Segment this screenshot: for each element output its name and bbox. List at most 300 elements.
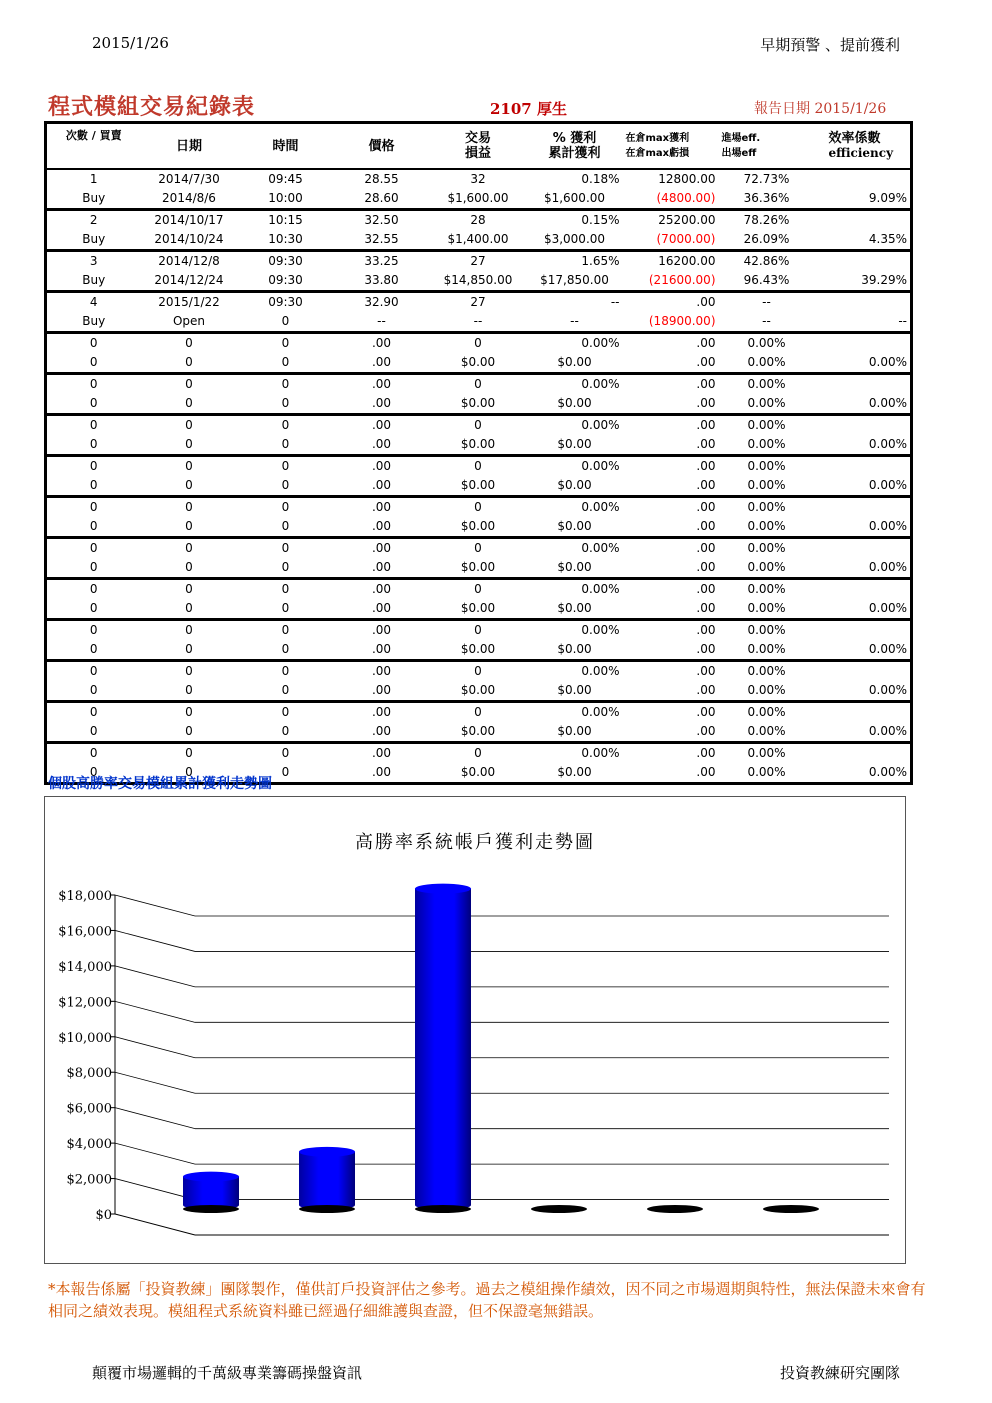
trade-side: Buy xyxy=(46,312,141,333)
entry-efficiency: 0.00% xyxy=(747,418,786,432)
max-open-loss: .00 xyxy=(623,558,719,579)
max-open-loss: .00 xyxy=(623,476,719,497)
entry-date: 0 xyxy=(185,664,193,678)
efficiency: 0.00% xyxy=(815,517,912,538)
blank-cell xyxy=(815,579,912,600)
gridline-diagonal xyxy=(115,966,195,987)
max-open-profit: .00 xyxy=(696,500,716,514)
y-tick-label: $18,000 xyxy=(58,889,112,904)
table-row-entry xyxy=(46,456,912,477)
table-row-entry xyxy=(46,579,912,600)
gridline-diagonal xyxy=(115,895,195,916)
trade-side: 0 xyxy=(46,722,141,743)
table-row-entry xyxy=(46,620,912,641)
trade-points: 27 xyxy=(470,254,486,268)
gridline-diagonal xyxy=(115,1108,195,1129)
exit-efficiency: 0.00% xyxy=(719,681,815,702)
trade-side: 0 xyxy=(46,599,141,620)
page-title: 程式模組交易紀錄表 xyxy=(48,94,256,120)
trade-points: 28 xyxy=(470,213,486,227)
entry-time: 09:45 xyxy=(268,172,303,186)
exit-price: .00 xyxy=(334,599,430,620)
entry-efficiency: 0.00% xyxy=(747,336,786,350)
percent-profit: 0.00% xyxy=(581,623,620,637)
efficiency: 0.00% xyxy=(815,558,912,579)
table-row-exit xyxy=(46,681,912,702)
entry-time: 09:30 xyxy=(268,254,303,268)
exit-price: .00 xyxy=(334,517,430,538)
trade-pnl: $0.00 xyxy=(430,517,527,538)
exit-time: 0 xyxy=(238,435,334,456)
table-row-exit xyxy=(46,517,912,538)
table-row-entry xyxy=(46,292,912,313)
trade-side: Buy xyxy=(46,189,141,210)
y-tick-label: $0 xyxy=(95,1208,112,1223)
trade-pnl: $14,850.00 xyxy=(430,271,527,292)
trade-side: 0 xyxy=(46,681,141,702)
y-tick-label: $14,000 xyxy=(58,959,112,975)
blank-cell xyxy=(815,374,912,395)
blank-cell xyxy=(815,456,912,477)
exit-time: 0 xyxy=(238,681,334,702)
percent-profit: 0.00% xyxy=(581,459,620,473)
exit-time: 0 xyxy=(238,558,334,579)
max-open-loss: .00 xyxy=(623,517,719,538)
gridline-diagonal xyxy=(115,1143,195,1164)
blank-cell xyxy=(815,497,912,518)
exit-price: 32.55 xyxy=(334,230,430,251)
efficiency: 9.09% xyxy=(815,189,912,210)
bar-base xyxy=(763,1205,819,1213)
exit-price: .00 xyxy=(334,558,430,579)
y-tick-label: $12,000 xyxy=(58,995,112,1011)
trade-pnl: $0.00 xyxy=(430,558,527,579)
max-open-loss: .00 xyxy=(623,722,719,743)
percent-profit: -- xyxy=(610,295,620,309)
stock-name: 2107 厚生 xyxy=(490,100,567,118)
cumulative-profit: $0.00 xyxy=(527,599,623,620)
entry-efficiency: 42.86% xyxy=(743,254,790,268)
trade-pnl: $0.00 xyxy=(430,599,527,620)
trade-pnl: -- xyxy=(430,312,527,333)
col-header-max xyxy=(623,123,719,170)
trade-side: Buy xyxy=(46,230,141,251)
chart-caption: 個股高勝率交易模組累計獲利走勢圖 xyxy=(48,776,272,792)
trade-pnl: $0.00 xyxy=(430,681,527,702)
table-row-exit xyxy=(46,476,912,497)
table-row-exit xyxy=(46,353,912,374)
col-header-eff xyxy=(719,123,815,170)
entry-time: 0 xyxy=(281,500,290,514)
entry-efficiency: 78.26% xyxy=(743,213,790,227)
trade-points: 0 xyxy=(474,336,482,350)
exit-price: .00 xyxy=(334,394,430,415)
max-open-loss: (7000.00) xyxy=(623,230,719,251)
entry-date: 0 xyxy=(185,541,193,555)
exit-efficiency: 0.00% xyxy=(719,435,815,456)
entry-time: 0 xyxy=(281,746,290,760)
trade-no: 0 xyxy=(89,664,98,678)
entry-date: 0 xyxy=(185,746,193,760)
exit-efficiency: 26.09% xyxy=(719,230,815,251)
entry-time: 0 xyxy=(281,664,290,678)
gridline-diagonal xyxy=(115,1037,195,1058)
bar xyxy=(299,1147,355,1213)
floor-edge xyxy=(115,1214,195,1235)
y-tick-label: $8,000 xyxy=(66,1066,112,1082)
efficiency: -- xyxy=(815,312,912,333)
entry-price: 33.25 xyxy=(364,254,399,268)
exit-efficiency: 0.00% xyxy=(719,763,815,784)
disclaimer: *本報告係屬「投資教練」團隊製作，僅供訂戶投資評估之參考。過去之模組操作績效，因不同之市場週期與特性，無法保證未來會有相同之績效表現。模組程式系統資料雖已經過仔細維護與查證，但不保證毫無錯誤。 xyxy=(48,1280,926,1320)
col-header-max-profit-label: 在倉max獲利 xyxy=(625,133,690,144)
blank-cell xyxy=(815,743,912,764)
cumulative-profit: $0.00 xyxy=(527,353,623,374)
table-row-exit xyxy=(46,558,912,579)
entry-date: 0 xyxy=(185,418,193,432)
bar-base xyxy=(299,1205,355,1213)
y-tick-label: $6,000 xyxy=(66,1101,112,1117)
max-open-profit: 12800.00 xyxy=(658,172,716,186)
blank-cell xyxy=(815,415,912,436)
chart-container xyxy=(44,796,906,1264)
trade-points: 0 xyxy=(474,500,482,514)
cumulative-profit: $0.00 xyxy=(527,517,623,538)
table-row-exit xyxy=(46,271,912,292)
exit-price: .00 xyxy=(334,640,430,661)
exit-date: 0 xyxy=(141,681,238,702)
table-body xyxy=(46,169,912,784)
efficiency: 0.00% xyxy=(815,599,912,620)
trade-points: 0 xyxy=(474,705,482,719)
table-row-entry xyxy=(46,702,912,723)
exit-time: 09:30 xyxy=(238,271,334,292)
percent-profit: 1.65% xyxy=(581,254,620,268)
bar xyxy=(647,1205,703,1213)
exit-efficiency: 0.00% xyxy=(719,558,815,579)
exit-time: 0 xyxy=(238,517,334,538)
entry-price: .00 xyxy=(371,705,392,719)
entry-efficiency: 0.00% xyxy=(747,500,786,514)
entry-efficiency: 0.00% xyxy=(747,541,786,555)
exit-efficiency: 36.36% xyxy=(719,189,815,210)
exit-date: 0 xyxy=(141,763,238,784)
cumulative-profit: -- xyxy=(527,312,623,333)
profit-chart xyxy=(45,797,905,1263)
entry-price: .00 xyxy=(371,336,392,350)
entry-price: .00 xyxy=(371,459,392,473)
entry-efficiency: 0.00% xyxy=(747,746,786,760)
percent-profit: 0.00% xyxy=(581,336,620,350)
exit-price: .00 xyxy=(334,681,430,702)
table-row-exit xyxy=(46,599,912,620)
bar xyxy=(415,884,471,1213)
trade-side: Buy xyxy=(46,271,141,292)
bar-body xyxy=(415,889,471,1210)
trade-pnl: $0.00 xyxy=(430,763,527,784)
trade-points: 27 xyxy=(470,295,486,309)
max-open-profit: 16200.00 xyxy=(658,254,716,268)
percent-profit: 0.00% xyxy=(581,582,620,596)
chart-title: 高勝率系統帳戶獲利走勢圖 xyxy=(355,832,595,853)
trade-no: 4 xyxy=(89,295,98,309)
bar xyxy=(531,1205,587,1213)
cumulative-profit: $0.00 xyxy=(527,681,623,702)
cumulative-profit: $0.00 xyxy=(527,435,623,456)
exit-date: 0 xyxy=(141,435,238,456)
entry-time: 0 xyxy=(281,705,290,719)
cumulative-profit: $0.00 xyxy=(527,558,623,579)
entry-date: 2014/7/30 xyxy=(158,172,220,186)
bar-top xyxy=(183,1172,239,1182)
max-open-profit: .00 xyxy=(696,705,716,719)
table-row-entry xyxy=(46,661,912,682)
exit-price: .00 xyxy=(334,722,430,743)
trade-no: 0 xyxy=(89,418,98,432)
col-header-pct-label: % 獲利 xyxy=(552,131,597,146)
exit-efficiency: 0.00% xyxy=(719,394,815,415)
entry-efficiency: 0.00% xyxy=(747,582,786,596)
table-row-entry xyxy=(46,743,912,764)
entry-price: .00 xyxy=(371,541,392,555)
max-open-profit: 25200.00 xyxy=(658,213,716,227)
cumulative-profit: $0.00 xyxy=(527,394,623,415)
entry-efficiency: 0.00% xyxy=(747,459,786,473)
exit-time: 10:00 xyxy=(238,189,334,210)
blank-cell xyxy=(815,620,912,641)
efficiency: 0.00% xyxy=(815,763,912,784)
entry-price: .00 xyxy=(371,623,392,637)
table-row-entry xyxy=(46,251,912,272)
entry-date: 0 xyxy=(185,459,193,473)
max-open-loss: (4800.00) xyxy=(623,189,719,210)
col-header-exit-eff-label: 出場eff xyxy=(721,148,757,159)
bar-body xyxy=(299,1152,355,1210)
trade-points: 0 xyxy=(474,746,482,760)
trade-no: 3 xyxy=(89,254,98,268)
max-open-loss: .00 xyxy=(623,394,719,415)
efficiency: 0.00% xyxy=(815,353,912,374)
table-row-exit xyxy=(46,722,912,743)
trade-points: 0 xyxy=(474,664,482,678)
exit-date: 2014/12/24 xyxy=(141,271,238,292)
cumulative-profit: $17,850.00 xyxy=(527,271,623,292)
percent-profit: 0.00% xyxy=(581,377,620,391)
exit-price: 28.60 xyxy=(334,189,430,210)
exit-efficiency: 0.00% xyxy=(719,476,815,497)
table-row-exit xyxy=(46,640,912,661)
trade-points: 0 xyxy=(474,582,482,596)
table-row-entry xyxy=(46,415,912,436)
table-row-entry xyxy=(46,497,912,518)
trade-no: 0 xyxy=(89,623,98,637)
bar xyxy=(763,1205,819,1213)
exit-efficiency: -- xyxy=(719,312,815,333)
y-tick-label: $10,000 xyxy=(58,1030,112,1046)
max-open-profit: .00 xyxy=(696,459,716,473)
entry-time: 0 xyxy=(281,336,290,350)
col-header-pnl-label: 損益 xyxy=(464,146,491,161)
blank-cell xyxy=(815,169,912,189)
trade-record-table xyxy=(44,121,913,785)
exit-time: 0 xyxy=(238,353,334,374)
entry-efficiency: 0.00% xyxy=(747,377,786,391)
bar-body xyxy=(183,1177,239,1210)
exit-efficiency: 0.00% xyxy=(719,353,815,374)
col-header-efficiency-label: 效率係數 xyxy=(828,131,881,146)
entry-price: 28.55 xyxy=(364,172,399,186)
entry-date: 0 xyxy=(185,500,193,514)
max-open-loss: .00 xyxy=(623,435,719,456)
entry-price: .00 xyxy=(371,500,392,514)
trade-side: 0 xyxy=(46,394,141,415)
max-open-profit: .00 xyxy=(696,664,716,678)
entry-date: 0 xyxy=(185,623,193,637)
bar-base xyxy=(415,1205,471,1213)
table-row-entry xyxy=(46,169,912,189)
entry-date: 0 xyxy=(185,582,193,596)
exit-date: 0 xyxy=(141,353,238,374)
efficiency: 0.00% xyxy=(815,435,912,456)
exit-date: 0 xyxy=(141,517,238,538)
table-row-exit xyxy=(46,435,912,456)
max-open-profit: .00 xyxy=(696,336,716,350)
footer-team: 投資教練研究團隊 xyxy=(779,1364,900,1382)
cumulative-profit: $0.00 xyxy=(527,722,623,743)
max-open-loss: .00 xyxy=(623,681,719,702)
table-row-entry xyxy=(46,374,912,395)
trade-no: 0 xyxy=(89,541,98,555)
col-header-pct-cum xyxy=(527,123,623,170)
trade-points: 0 xyxy=(474,541,482,555)
max-open-profit: .00 xyxy=(696,418,716,432)
exit-time: 0 xyxy=(238,599,334,620)
table-row-entry xyxy=(46,210,912,231)
gridline-diagonal xyxy=(115,930,195,951)
header-date: 2015/1/26 xyxy=(92,34,169,52)
col-header-no-side: 次數 / 買賣 xyxy=(46,123,141,170)
entry-price: 32.90 xyxy=(364,295,399,309)
entry-time: 0 xyxy=(281,418,290,432)
cumulative-profit: $0.00 xyxy=(527,763,623,784)
exit-price: -- xyxy=(334,312,430,333)
bar-base xyxy=(647,1205,703,1213)
trade-pnl: $0.00 xyxy=(430,394,527,415)
entry-price: .00 xyxy=(371,377,392,391)
entry-price: .00 xyxy=(371,582,392,596)
efficiency: 0.00% xyxy=(815,640,912,661)
exit-date: 0 xyxy=(141,476,238,497)
trade-pnl: $0.00 xyxy=(430,435,527,456)
y-tick-label: $2,000 xyxy=(66,1172,112,1188)
gridline-diagonal xyxy=(115,1072,195,1093)
entry-efficiency: 0.00% xyxy=(747,664,786,678)
entry-time: 10:15 xyxy=(268,213,303,227)
report-date: 報告日期 2015/1/26 xyxy=(754,101,887,117)
trade-side: 0 xyxy=(46,517,141,538)
blank-cell xyxy=(815,661,912,682)
col-header-trade-pnl xyxy=(430,123,527,170)
trade-points: 0 xyxy=(474,418,482,432)
entry-price: .00 xyxy=(371,746,392,760)
trade-no: 0 xyxy=(89,377,98,391)
exit-time: 0 xyxy=(238,763,334,784)
efficiency: 39.29% xyxy=(815,271,912,292)
trade-pnl: $1,400.00 xyxy=(430,230,527,251)
trade-pnl: $0.00 xyxy=(430,722,527,743)
exit-time: 0 xyxy=(238,640,334,661)
table-header xyxy=(46,123,912,170)
percent-profit: 0.00% xyxy=(581,705,620,719)
header-slogan: 早期預警 、提前獲利 xyxy=(760,36,900,54)
col-header-efficiency-en: efficiency xyxy=(828,146,894,160)
table-row-entry xyxy=(46,538,912,559)
blank-cell xyxy=(815,292,912,313)
max-open-profit: .00 xyxy=(696,377,716,391)
max-open-profit: .00 xyxy=(696,746,716,760)
footer-slogan: 顛覆市場邏輯的千萬級專業籌碼操盤資訊 xyxy=(92,1364,363,1382)
trade-points: 0 xyxy=(474,377,482,391)
bar-top xyxy=(299,1147,355,1157)
efficiency: 0.00% xyxy=(815,722,912,743)
trade-points: 0 xyxy=(474,623,482,637)
col-header-cum-label: 累計獲利 xyxy=(548,146,601,161)
entry-efficiency: 0.00% xyxy=(747,705,786,719)
exit-price: .00 xyxy=(334,435,430,456)
entry-time: 0 xyxy=(281,541,290,555)
trade-side: 0 xyxy=(46,558,141,579)
entry-date: 0 xyxy=(185,377,193,391)
entry-efficiency: -- xyxy=(762,295,771,309)
y-tick-label: $4,000 xyxy=(66,1137,112,1153)
gridline-diagonal xyxy=(115,1001,195,1022)
exit-time: 0 xyxy=(238,476,334,497)
exit-efficiency: 96.43% xyxy=(719,271,815,292)
exit-time: 0 xyxy=(238,312,334,333)
trade-pnl: $0.00 xyxy=(430,353,527,374)
percent-profit: 0.18% xyxy=(581,172,620,186)
col-header-date: 日期 xyxy=(141,123,238,170)
trade-no: 1 xyxy=(89,172,98,186)
table-row-exit xyxy=(46,230,912,251)
table-row-exit xyxy=(46,189,912,210)
efficiency: 0.00% xyxy=(815,476,912,497)
max-open-loss: .00 xyxy=(623,640,719,661)
max-open-profit: .00 xyxy=(696,295,716,309)
exit-date: 0 xyxy=(141,640,238,661)
trade-points: 0 xyxy=(474,459,482,473)
entry-time: 09:30 xyxy=(268,295,303,309)
col-header-entry-eff-label: 進場eff. xyxy=(721,133,761,144)
entry-date: 2014/12/8 xyxy=(158,254,220,268)
trade-no: 0 xyxy=(89,746,98,760)
bar xyxy=(183,1172,239,1213)
col-header-price: 價格 xyxy=(334,123,430,170)
entry-time: 0 xyxy=(281,459,290,473)
y-tick-label: $16,000 xyxy=(58,924,112,940)
blank-cell xyxy=(815,538,912,559)
trade-pnl: $1,600.00 xyxy=(430,189,527,210)
exit-date: 0 xyxy=(141,394,238,415)
col-header-efficiency xyxy=(815,123,912,170)
trade-no: 0 xyxy=(89,705,98,719)
exit-date: 0 xyxy=(141,599,238,620)
blank-cell xyxy=(815,251,912,272)
percent-profit: 0.00% xyxy=(581,500,620,514)
cumulative-profit: $1,600.00 xyxy=(527,189,623,210)
efficiency: 0.00% xyxy=(815,681,912,702)
efficiency: 4.35% xyxy=(815,230,912,251)
